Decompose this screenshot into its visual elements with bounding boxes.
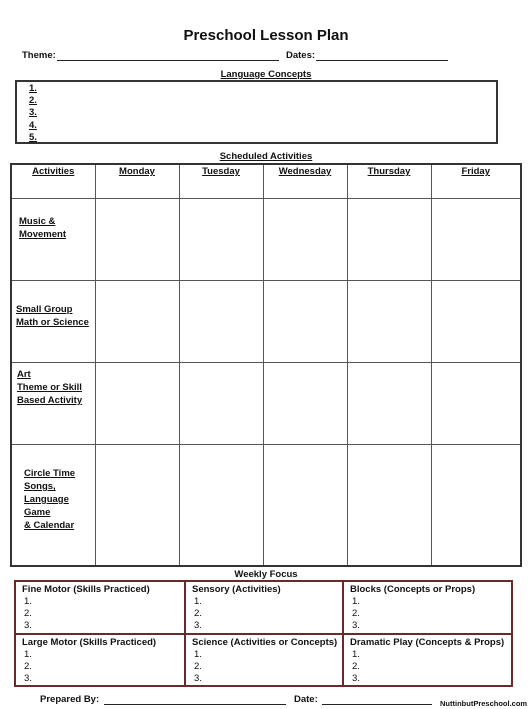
- focus-item: 1.: [194, 596, 202, 607]
- language-item: 5.: [29, 132, 37, 143]
- focus-item: 1.: [24, 596, 32, 607]
- schedule-cell[interactable]: [347, 199, 431, 281]
- page-title: Preschool Lesson Plan: [183, 27, 349, 44]
- prepared-by-label: Prepared By:: [40, 694, 100, 705]
- dates-field[interactable]: [316, 60, 448, 61]
- activity-line: Music &: [19, 216, 56, 227]
- activity-line: Songs,: [24, 481, 56, 492]
- schedule-row-small-group: [11, 281, 521, 363]
- focus-title: Large Motor (Skills Practiced): [22, 636, 157, 648]
- focus-item: 3.: [352, 620, 360, 631]
- column-header-friday: Friday: [431, 164, 521, 199]
- focus-item: 1.: [24, 648, 32, 660]
- focus-cell-dramatic-play[interactable]: [343, 634, 512, 687]
- date-label: Date:: [294, 694, 318, 705]
- activity-line: Based Activity: [17, 395, 83, 406]
- activity-circle-time: [11, 445, 95, 567]
- focus-title: Sensory (Activities): [192, 584, 281, 595]
- activity-line: Theme or Skill: [17, 382, 82, 393]
- activity-line: Circle Time: [24, 468, 76, 479]
- column-header-monday: Monday: [95, 164, 179, 199]
- activity-music-movement: [11, 199, 95, 281]
- focus-item: 3.: [24, 672, 32, 684]
- theme-label: Theme:: [22, 50, 56, 61]
- activity-small-group: [11, 281, 95, 363]
- activity-line: Language: [24, 494, 69, 505]
- schedule-cell[interactable]: [431, 199, 521, 281]
- focus-item: 1.: [352, 648, 360, 660]
- schedule-row-circle-time: [11, 445, 521, 567]
- schedule-cell[interactable]: [95, 363, 179, 445]
- schedule-cell[interactable]: [347, 363, 431, 445]
- schedule-cell[interactable]: [431, 363, 521, 445]
- schedule-row-art: [11, 363, 521, 445]
- focus-title: Dramatic Play (Concepts & Props): [350, 636, 505, 648]
- language-item: 4.: [29, 120, 37, 131]
- schedule-header-row: [11, 164, 521, 199]
- weekly-focus-table: [14, 580, 513, 687]
- schedule-cell[interactable]: [347, 445, 431, 567]
- activity-line: Movement: [19, 229, 66, 240]
- focus-cell-sensory[interactable]: [185, 581, 343, 634]
- focus-item: 2.: [194, 608, 202, 619]
- column-header-thursday: Thursday: [347, 164, 431, 199]
- theme-field[interactable]: [57, 60, 279, 61]
- schedule-cell[interactable]: [179, 445, 263, 567]
- focus-title: Blocks (Concepts or Props): [350, 584, 476, 595]
- schedule-cell[interactable]: [95, 199, 179, 281]
- activity-line: Game: [24, 507, 51, 518]
- focus-item: 1.: [194, 648, 202, 660]
- activity-art: [11, 363, 95, 445]
- schedule-cell[interactable]: [263, 363, 347, 445]
- focus-item: 3.: [24, 620, 32, 631]
- weekly-focus-heading: Weekly Focus: [234, 569, 298, 580]
- focus-item: 3.: [194, 620, 202, 631]
- language-concepts-box[interactable]: [15, 80, 498, 144]
- activity-line: & Calendar: [24, 520, 75, 531]
- schedule-cell[interactable]: [179, 199, 263, 281]
- schedule-cell[interactable]: [263, 445, 347, 567]
- focus-item: 1.: [352, 596, 360, 607]
- language-concepts-heading: Language Concepts: [220, 69, 312, 80]
- date-field[interactable]: [322, 704, 432, 705]
- focus-item: 2.: [24, 608, 32, 619]
- focus-item: 2.: [194, 660, 202, 672]
- column-header-tuesday: Tuesday: [179, 164, 263, 199]
- schedule-row-music: [11, 199, 521, 281]
- site-credit: NuttinbutPreschool.com: [440, 699, 528, 708]
- language-item: 1.: [29, 83, 37, 94]
- schedule-table: [10, 163, 522, 567]
- column-header-activities: Activities: [11, 164, 95, 199]
- schedule-cell[interactable]: [263, 281, 347, 363]
- activity-line: Math or Science: [16, 317, 89, 328]
- dates-label: Dates:: [286, 50, 316, 61]
- focus-item: 2.: [352, 608, 360, 619]
- prepared-by-field[interactable]: [104, 704, 286, 705]
- focus-cell-fine-motor[interactable]: [15, 581, 185, 634]
- scheduled-activities-heading: Scheduled Activities: [219, 151, 313, 162]
- activity-line: Art: [17, 369, 31, 380]
- focus-title: Fine Motor (Skills Practiced): [22, 584, 150, 595]
- focus-item: 3.: [194, 672, 202, 684]
- focus-cell-science[interactable]: [185, 634, 343, 687]
- focus-item: 2.: [352, 660, 360, 672]
- schedule-cell[interactable]: [431, 281, 521, 363]
- schedule-cell[interactable]: [179, 363, 263, 445]
- focus-cell-large-motor[interactable]: [15, 634, 185, 687]
- focus-cell-blocks[interactable]: [343, 581, 512, 634]
- schedule-cell[interactable]: [347, 281, 431, 363]
- focus-item: 2.: [24, 660, 32, 672]
- schedule-cell[interactable]: [95, 445, 179, 567]
- activity-line: Small Group: [16, 304, 73, 315]
- schedule-cell[interactable]: [263, 199, 347, 281]
- schedule-cell[interactable]: [179, 281, 263, 363]
- focus-title: Science (Activities or Concepts): [192, 636, 338, 648]
- language-item: 2.: [29, 95, 37, 106]
- schedule-cell[interactable]: [431, 445, 521, 567]
- schedule-cell[interactable]: [95, 281, 179, 363]
- column-header-wednesday: Wednesday: [263, 164, 347, 199]
- focus-item: 3.: [352, 672, 360, 684]
- language-item: 3.: [29, 107, 37, 118]
